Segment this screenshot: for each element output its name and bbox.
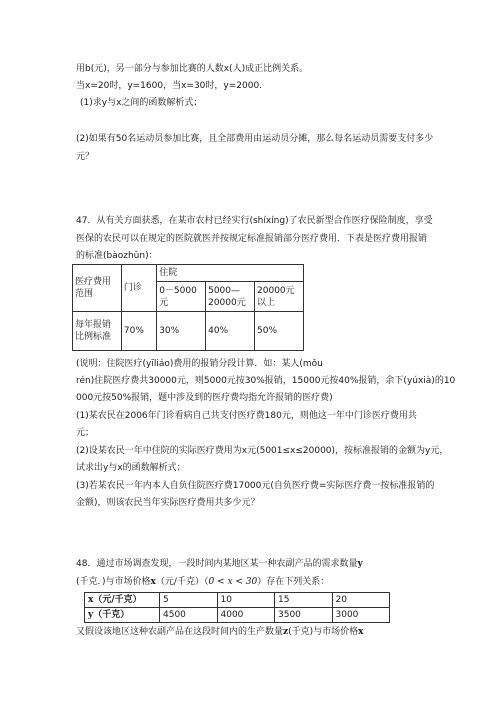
cell-x-1: 5: [160, 593, 218, 608]
price-demand-table: [84, 592, 390, 623]
cell-x-4: 20: [332, 593, 390, 608]
q47-part-1: (1)某农民在2006年门诊看病自己共支付医疗费180元，则他这一年中门诊医疗费用共: [76, 411, 417, 421]
intro-question-1: (1)求y与x之间的函数解析式；: [80, 98, 203, 108]
q48-last-line: [76, 626, 364, 638]
var-z: z: [283, 627, 289, 637]
q47-note-3: 000元按50%报销，题中涉及到的医疗费均指允许报销的医疗费): [76, 393, 333, 403]
intro-line-1: 用b(元)，另一部分与参加比赛的人数x(人)成正比例关系。: [76, 64, 309, 74]
cell-outpatient: 门诊: [121, 265, 156, 312]
q47-part-1-cont: 元；: [76, 428, 95, 438]
cell-y-2: 4000: [217, 608, 275, 623]
header-price: x（元/千克）: [85, 593, 160, 608]
cell-ratio-outpatient: 70%: [121, 312, 156, 351]
cell-range-5000-20000: 5000—20000元: [206, 282, 255, 312]
header-demand: y（千克）: [85, 608, 160, 623]
q48-line-2-text-c: ）存在下列关系：: [257, 577, 330, 587]
var-y: y: [357, 559, 363, 569]
cell-ratio-label: 每年报销比例标准: [73, 312, 122, 351]
intro-line-2: 当x=20时，y=1600，当x=30时，y=2000.: [76, 81, 263, 91]
var-x-2: x: [358, 627, 364, 637]
q48-line-2: [76, 576, 329, 588]
q47-part-3-cont: 金额)，则该农民当年实际医疗费用共多少元？: [76, 498, 260, 508]
cell-y-4: 3000: [332, 608, 390, 623]
reimbursement-table: [72, 264, 304, 351]
q47-part-2: (2)设某农民一年中住院的实际医疗费用为x元(5001≤x≤20000)，按标准报销的金额为y元，: [76, 446, 449, 456]
q47-line-1: 47．从有关方面获悉，在某市农村已经实行(shíxíng)了农民新型合作医疗保险制度，享受: [76, 216, 433, 226]
q48-last-text-a: 又假设该地区这种农副产品在这段时间内的生产数量: [76, 627, 284, 637]
cell-ratio-0-5000: 30%: [157, 312, 206, 351]
cell-y-1: 4500: [160, 608, 218, 623]
q47-line-3: 的标准(bàozhǔn)：: [76, 251, 158, 261]
q47-part-3: (3)若某农民一年内本人自负住院医疗费17000元(自负医疗费=实际医疗费一按标准报销的: [76, 481, 435, 491]
cell-range-0-5000: 0－5000元: [157, 282, 206, 312]
q47-note-2: rén)住院医疗费共30000元，则5000元按30%报销，15000元按40%报销，余下(yúxià)的10: [76, 376, 456, 386]
cell-x-2: 10: [217, 593, 275, 608]
cell-ratio-5000-20000: 40%: [206, 312, 255, 351]
cell-range-20000-plus: 20000元以上: [255, 282, 304, 312]
q48-line-2-text-a: (千克．)与市场价格: [76, 577, 151, 587]
cell-range-label: 医疗费用范围: [73, 265, 122, 312]
intro-question-2-cont: 元？: [76, 152, 95, 162]
cell-inpatient: 住院: [157, 265, 304, 282]
q47-line-2: 医保的农民可以在规定的医院就医并按规定标准报销部分医疗费用．下表是医疗费用报销: [76, 234, 428, 244]
q47-note-1: (说明：住院医疗(yīliáo)费用的报销分段计算．如：某人(mǒu: [76, 359, 323, 369]
q47-part-2-cont: 试求出y与x的函数解析式；: [76, 463, 186, 473]
cell-x-3: 15: [275, 593, 333, 608]
var-x: x: [150, 577, 156, 587]
q48-line-2-text-b: （元/千克）（: [155, 577, 209, 587]
cell-ratio-20000-plus: 50%: [255, 312, 304, 351]
q48-line-1: [76, 558, 363, 570]
intro-question-2: (2)如果有50名运动员参加比赛，且全部费用由运动员分摊，那么每名运动员需要支付多少: [76, 134, 434, 144]
condition: 0 < x < 30: [208, 577, 258, 587]
q48-last-text-b: (千克)与市场价格: [288, 627, 359, 637]
cell-y-3: 3500: [275, 608, 333, 623]
q48-line-1-text: 48．通过市场调查发现，一段时间内某地区某一种农副产品的需求数量: [76, 559, 358, 569]
